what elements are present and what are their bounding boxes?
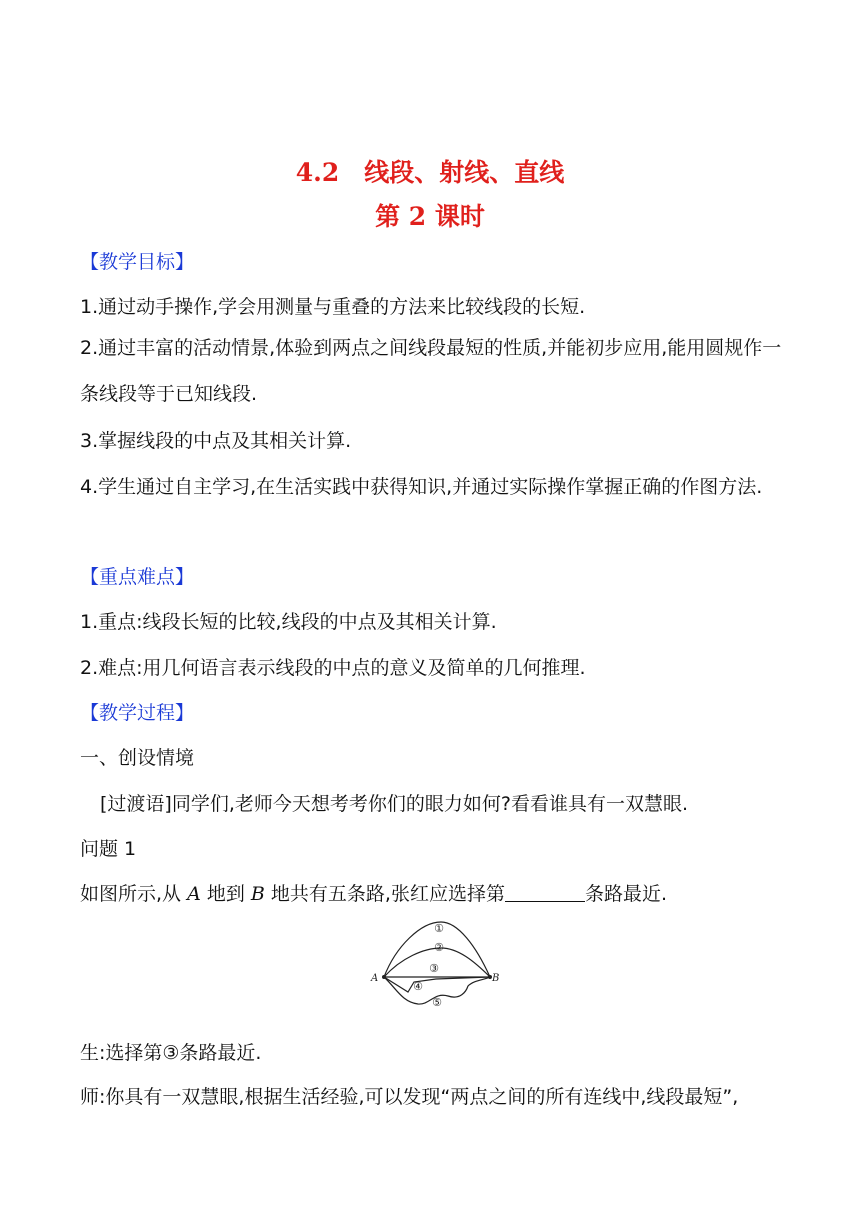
objectives-heading: 【教学目标】 xyxy=(80,251,195,273)
question-text-part: 地到 xyxy=(200,883,251,905)
point-a-label: A xyxy=(187,883,201,905)
objective-item-2: 2.通过丰富的活动情景,体验到两点之间线段最短的性质,并能初步应用,能用圆规作一条线段等于已知线段. xyxy=(80,337,782,405)
objective-item-4: 4.学生通过自主学习,在生活实践中获得知识,并通过实际操作掌握正确的作图方法. xyxy=(80,476,763,498)
point-a-dot xyxy=(382,975,386,979)
key-points-heading: 【重点难点】 xyxy=(80,566,195,588)
question-label: 问题 1 xyxy=(80,838,137,860)
transition-text: [过渡语]同学们,老师今天想考考你们的眼力如何?看看谁具有一双慧眼. xyxy=(100,793,688,815)
key-point-item-1: 1.重点:线段长短的比较,线段的中点及其相关计算. xyxy=(80,611,497,633)
route-label-1: ① xyxy=(434,922,444,935)
question-text-part: 如图所示,从 xyxy=(80,883,188,905)
route-label-3: ③ xyxy=(429,962,439,975)
route-4-path xyxy=(384,977,490,992)
question-text-part: 条路最近. xyxy=(584,883,668,905)
objective-item-1: 1.通过动手操作,学会用测量与重叠的方法来比较线段的长短. xyxy=(80,296,586,318)
route-label-2: ② xyxy=(434,941,444,954)
figure-label-a: A xyxy=(371,973,379,984)
routes-figure xyxy=(366,916,500,1012)
part-heading: 一、创设情境 xyxy=(80,747,195,769)
question-text-part: 地共有五条路,张红应选择第 xyxy=(264,883,505,905)
student-answer: 生:选择第③条路最近. xyxy=(80,1042,262,1064)
route-label-5: ⑤ xyxy=(432,996,442,1009)
teacher-reply: 师:你具有一双慧眼,根据生活经验,可以发现“两点之间的所有连线中,线段最短”, xyxy=(80,1086,739,1108)
question-text xyxy=(80,881,667,907)
point-b-label: B xyxy=(250,883,265,905)
lesson-title: 4.2 线段、射线、直线 xyxy=(295,158,565,187)
lesson-subtitle: 第 2 课时 xyxy=(375,202,485,231)
key-point-item-2: 2.难点:用几何语言表示线段的中点的意义及简单的几何推理. xyxy=(80,657,586,679)
objective-item-3: 3.掌握线段的中点及其相关计算. xyxy=(80,430,352,452)
answer-blank xyxy=(505,883,585,902)
figure-label-b: B xyxy=(492,973,500,984)
process-heading: 【教学过程】 xyxy=(80,702,195,724)
route-label-4: ④ xyxy=(413,980,423,993)
